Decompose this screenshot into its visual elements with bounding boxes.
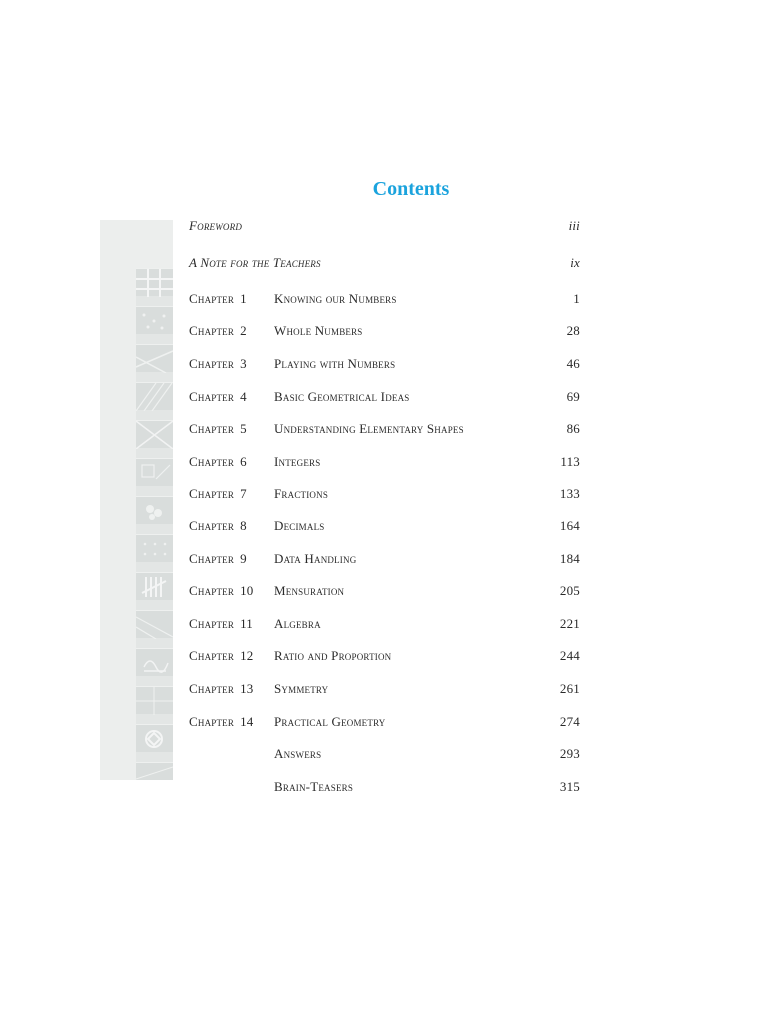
chapter-title: Algebra <box>274 616 321 631</box>
chapter-title: Ratio and Proportion <box>274 648 392 663</box>
chapter-page: 274 <box>559 714 580 729</box>
chapter-label: Chapter 4 <box>189 389 247 404</box>
toc-entry-chapter[interactable] <box>189 646 580 666</box>
chapter-label: Chapter 9 <box>189 551 247 566</box>
hatch-pattern-icon <box>136 382 173 410</box>
toc-entry-page: ix <box>570 255 580 270</box>
chapter-label: Chapter 12 <box>189 648 254 663</box>
dots-grid-pattern-icon <box>136 534 173 562</box>
toc-entry-chapter[interactable] <box>189 387 580 407</box>
chapter-page: 244 <box>559 648 580 663</box>
chapter-page: 86 <box>566 421 580 436</box>
grid-pattern-icon <box>136 268 173 296</box>
chapter-label: Chapter 10 <box>189 583 254 598</box>
chapter-number: 3 <box>240 356 247 371</box>
chapter-page: 221 <box>559 616 580 631</box>
chapter-page: 205 <box>559 583 580 598</box>
chapter-number: 2 <box>240 323 247 338</box>
chapter-page: 184 <box>559 551 580 566</box>
chapter-page: 46 <box>566 356 580 371</box>
chapter-number: 7 <box>240 486 247 501</box>
symmetry-pattern-icon <box>136 724 173 752</box>
chapter-number: 8 <box>240 518 247 533</box>
geometry-pattern-icon <box>136 762 173 780</box>
toc-entry-page: 315 <box>559 779 580 794</box>
toc-entry-chapter[interactable] <box>189 516 580 536</box>
toc-entry-answers[interactable] <box>189 744 580 764</box>
chapter-label: Chapter 7 <box>189 486 247 501</box>
chapter-title: Knowing our Numbers <box>274 291 397 306</box>
chapter-title: Decimals <box>274 518 325 533</box>
toc-entry-chapter[interactable] <box>189 614 580 634</box>
toc-entry-chapter[interactable] <box>189 321 580 341</box>
chapter-label: Chapter 5 <box>189 421 247 436</box>
toc-entry-chapter[interactable] <box>189 419 580 439</box>
chapter-title: Practical Geometry <box>274 714 386 729</box>
chapter-number: 12 <box>240 648 254 663</box>
chapter-number: 4 <box>240 389 247 404</box>
chapter-number: 9 <box>240 551 247 566</box>
algebra-symbol-icon <box>136 648 173 676</box>
chapter-label: Chapter 6 <box>189 454 247 469</box>
page-title: Contents <box>372 178 450 200</box>
chapter-page: 1 <box>573 291 580 306</box>
toc-entry-chapter[interactable] <box>189 679 580 699</box>
chapter-title: Integers <box>274 454 321 469</box>
toc-entry-chapter[interactable] <box>189 354 580 374</box>
chapter-title: Mensuration <box>274 583 345 598</box>
chapter-title: Fractions <box>274 486 329 501</box>
chapter-label: Chapter 13 <box>189 681 254 696</box>
chapter-page: 164 <box>559 518 580 533</box>
lines-pattern-icon <box>136 344 173 372</box>
toc-entry-chapter[interactable] <box>189 549 580 569</box>
chapter-label: Chapter 1 <box>189 291 247 306</box>
ratio-pattern-icon <box>136 686 173 714</box>
shapes-pattern-icon <box>136 458 173 486</box>
chapter-title: Whole Numbers <box>274 323 363 338</box>
chapter-label: Chapter 2 <box>189 323 247 338</box>
chapter-page: 28 <box>566 323 580 338</box>
flower-pattern-icon <box>136 496 173 524</box>
cross-pattern-icon <box>136 420 173 448</box>
chapter-page: 113 <box>560 454 580 469</box>
chapter-number: 11 <box>240 616 253 631</box>
decorative-side-strip <box>100 220 173 780</box>
chapter-number: 1 <box>240 291 247 306</box>
chapter-title: Playing with Numbers <box>274 356 396 371</box>
chapter-page: 261 <box>559 681 580 696</box>
dots-pattern-icon <box>136 306 173 334</box>
toc-entry-title: Answers <box>274 746 322 761</box>
tally-marks-icon <box>136 572 173 600</box>
toc-entry-brain-teasers[interactable] <box>189 777 580 797</box>
toc-entry-title: Foreword <box>189 218 243 233</box>
chapter-page: 133 <box>559 486 580 501</box>
chapter-page: 69 <box>566 389 580 404</box>
toc-entry-page: iii <box>568 218 580 233</box>
chapter-title: Understanding Elementary Shapes <box>274 421 464 436</box>
chapter-label: Chapter 8 <box>189 518 247 533</box>
chapter-label: Chapter 11 <box>189 616 253 631</box>
decorative-tile-column <box>136 268 173 780</box>
chapter-number: 10 <box>240 583 254 598</box>
toc-entry-title: A Note for the Teachers <box>189 255 321 270</box>
toc-entry-chapter[interactable] <box>189 452 580 472</box>
toc-entry-chapter[interactable] <box>189 712 580 732</box>
chapter-label: Chapter 14 <box>189 714 254 729</box>
chapter-title: Data Handling <box>274 551 357 566</box>
toc-entry-chapter[interactable] <box>189 484 580 504</box>
chapter-number: 14 <box>240 714 254 729</box>
toc-entry-chapter[interactable] <box>189 581 580 601</box>
toc-entry-page: 293 <box>559 746 580 761</box>
chapter-title: Basic Geometrical Ideas <box>274 389 410 404</box>
chapter-number: 13 <box>240 681 254 696</box>
toc-entry-chapter[interactable] <box>189 289 580 309</box>
chapter-label: Chapter 3 <box>189 356 247 371</box>
chapter-number: 6 <box>240 454 247 469</box>
toc-entry-note-for-teachers[interactable] <box>189 253 580 273</box>
chapter-number: 5 <box>240 421 247 436</box>
toc-entry-title: Brain-Teasers <box>274 779 354 794</box>
diagonal-pattern-icon <box>136 610 173 638</box>
chapter-title: Symmetry <box>274 681 329 696</box>
toc-entry-foreword[interactable] <box>189 216 580 236</box>
